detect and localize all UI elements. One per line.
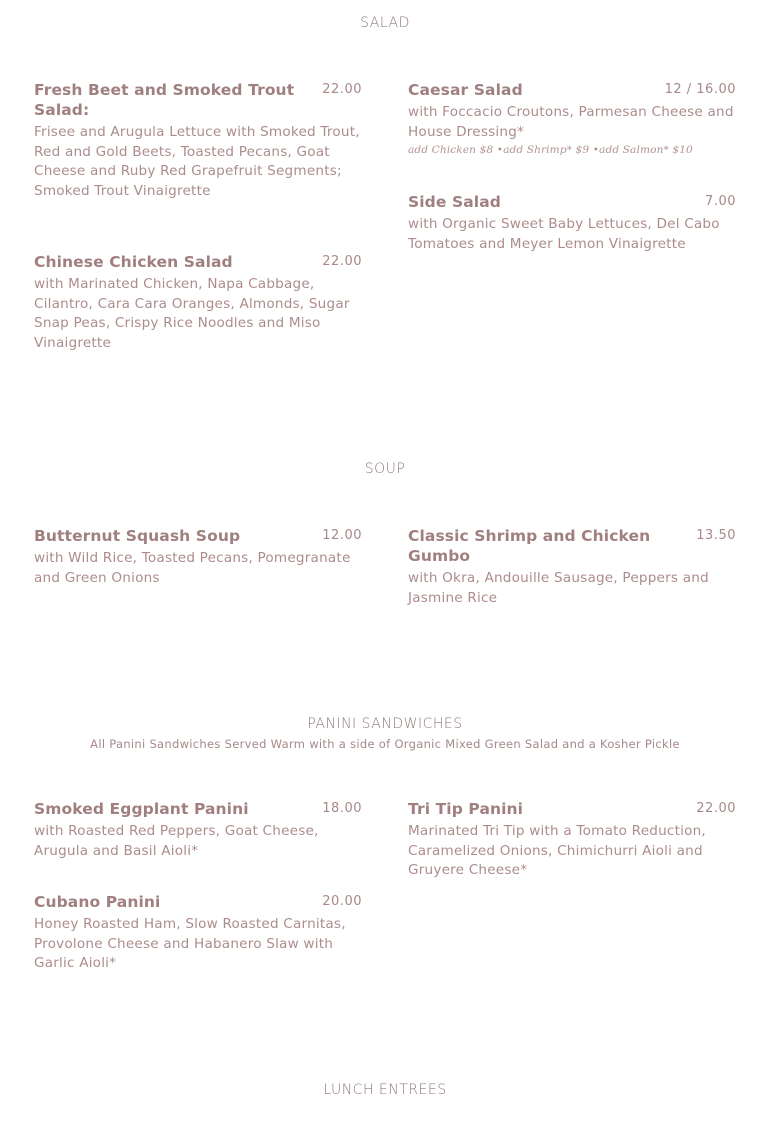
item-name: Tri Tip Panini xyxy=(408,800,524,818)
item-name: Caesar Salad xyxy=(408,81,523,99)
section-title-salad: SALAD xyxy=(360,15,410,31)
item-description: Honey Roasted Ham, Slow Roasted Carnitas, Provolone Cheese and Habanero Slaw with Garlic Aioli* xyxy=(34,916,346,972)
section-title-panini: PANINI SANDWICHES xyxy=(307,716,463,732)
item-description: with Marinated Chicken, Napa Cabbage, Cilantro, Cara Cara Oranges, Almonds, Sugar Snap Peas, Crispy Rice Noodles and Miso Vinaigrette xyxy=(34,276,350,351)
item-add-ons: add Chicken $8 •add Shrimp* $9 •add Salmon* $10 xyxy=(408,144,693,157)
section-title-soup: SOUP xyxy=(364,461,406,477)
menu-item-tri-tip-panini xyxy=(408,799,736,881)
menu-item-chinese-chicken-salad xyxy=(34,252,362,353)
menu-item-cubano-panini xyxy=(34,892,362,974)
section-note-panini: All Panini Sandwiches Served Warm with a side of Organic Mixed Green Salad and a Kosher Pickle xyxy=(90,737,680,751)
menu-item-side-salad xyxy=(408,192,736,254)
item-price: 22.00 xyxy=(696,801,736,816)
menu-item-gumbo xyxy=(408,526,736,608)
menu-item-caesar-salad xyxy=(408,80,736,159)
item-description: Marinated Tri Tip with a Tomato Reduction, Caramelized Onions, Chimichurri Aioli and Gruyere Cheese* xyxy=(408,823,706,879)
item-name: Butternut Squash Soup xyxy=(34,527,241,545)
item-name: Fresh Beet and Smoked Trout Salad: xyxy=(34,81,295,119)
item-description: Frisee and Arugula Lettuce with Smoked Trout, Red and Gold Beets, Toasted Pecans, Goat Cheese and Ruby Red Grapefruit Segments; Smoked Trout Vinaigrette xyxy=(34,124,360,199)
item-price: 18.00 xyxy=(322,801,362,816)
item-price: 12.00 xyxy=(322,528,362,543)
item-description: with Okra, Andouille Sausage, Peppers and Jasmine Rice xyxy=(408,570,709,606)
item-price: 12 / 16.00 xyxy=(664,82,736,97)
item-description: with Wild Rice, Toasted Pecans, Pomegranate and Green Onions xyxy=(34,550,351,586)
item-price: 13.50 xyxy=(696,528,736,543)
item-price: 22.00 xyxy=(322,82,362,97)
item-name: Side Salad xyxy=(408,193,501,211)
menu-item-fresh-beet-salad xyxy=(34,80,362,201)
item-name: Cubano Panini xyxy=(34,893,161,911)
item-name: Smoked Eggplant Panini xyxy=(34,800,249,818)
section-title-lunch-entrees: LUNCH ENTREES xyxy=(323,1082,447,1098)
item-name: Chinese Chicken Salad xyxy=(34,253,233,271)
item-description: with Roasted Red Peppers, Goat Cheese, Arugula and Basil Aioli* xyxy=(34,823,319,859)
item-price: 20.00 xyxy=(322,894,362,909)
item-description: with Organic Sweet Baby Lettuces, Del Cabo Tomatoes and Meyer Lemon Vinaigrette xyxy=(408,216,720,252)
item-description: with Foccacio Croutons, Parmesan Cheese and House Dressing* xyxy=(408,104,734,140)
item-price: 7.00 xyxy=(705,194,736,209)
menu-item-butternut-squash-soup xyxy=(34,526,362,588)
item-name: Classic Shrimp and Chicken Gumbo xyxy=(408,527,651,565)
item-price: 22.00 xyxy=(322,254,362,269)
menu-item-smoked-eggplant-panini xyxy=(34,799,362,861)
